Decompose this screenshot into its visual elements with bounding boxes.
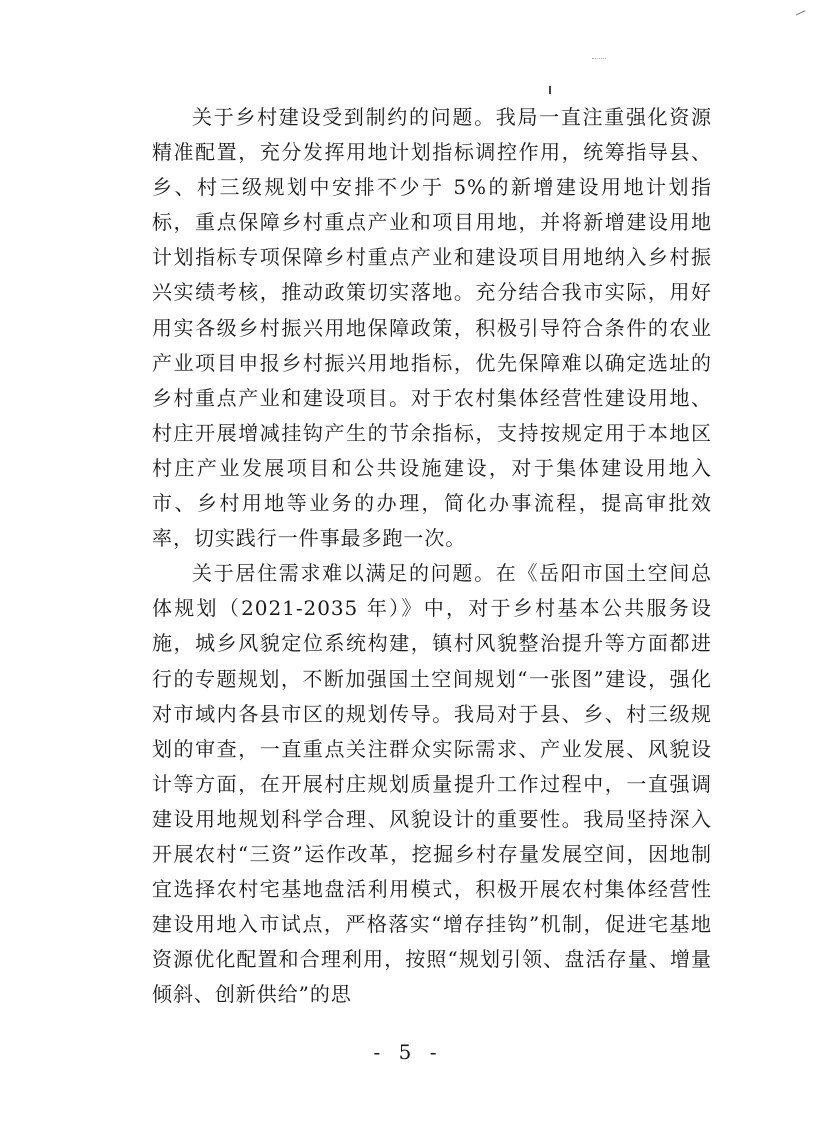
page-number: - 5 - xyxy=(373,1040,443,1064)
paragraph-rural-construction: 关于乡村建设受到制约的问题。我局一直注重强化资源精准配置，充分发挥用地计划指标调控作用，统筹指导县、乡、村三级规划中安排不少于 5%的新增建设用地计划指标，重点保障乡村重点产业和项目用地，并将新增建设用地计划指标专项保障乡村重点产业和建设项目用地纳入乡村振兴实绩考核，推动政策切实落地。充分结合我市实际，用好用实各级乡村振兴用地保障政策，积极引导符合条件的农业产业项目申报乡村振兴用地指标，优先保障难以确定选址的乡村重点产业和建设项目。对于农村集体经营性建设用地、村庄开展增减挂钩产生的节余指标，支持按规定用于本地区村庄产业发展项目和公共设施建设，对于集体建设用地入市、乡村用地等业务的办理，简化办事流程，提高审批效率，切实践行一件事最多跑一次。 xyxy=(152,105,712,551)
scan-artifact-tick xyxy=(549,86,551,94)
document-body xyxy=(152,100,712,1012)
scan-artifact-mark xyxy=(796,10,808,21)
paragraph-housing-needs: 关于居住需求难以满足的问题。在《岳阳市国土空间总体规划（2021-2035 年）》中，对于乡村基本公共服务设施，城乡风貌定位系统构建，镇村风貌整治提升等方面都进行的专题规划，不断加强国土空间规划“一张图”建设，强化对市域内各县市区的规划传导。我局对于县、乡、村三级规划的审查，一直重点关注群众实际需求、产业发展、风貌设计等方面，在开展村庄规划质量提升工作过程中，一直强调建设用地规划科学合理、风貌设计的重要性。我局坚持深入开展农村“三资”运作改革，挖掘乡村存量发展空间，因地制宜选择农村宅基地盘活利用模式，积极开展农村集体经营性建设用地入市试点，严格落实“增存挂钩”机制，促进宅基地资源优化配置和合理利用，按照“规划引领、盘活存量、增量倾斜、创新供给”的思 xyxy=(152,561,712,1007)
scan-artifact-dash xyxy=(592,58,606,59)
